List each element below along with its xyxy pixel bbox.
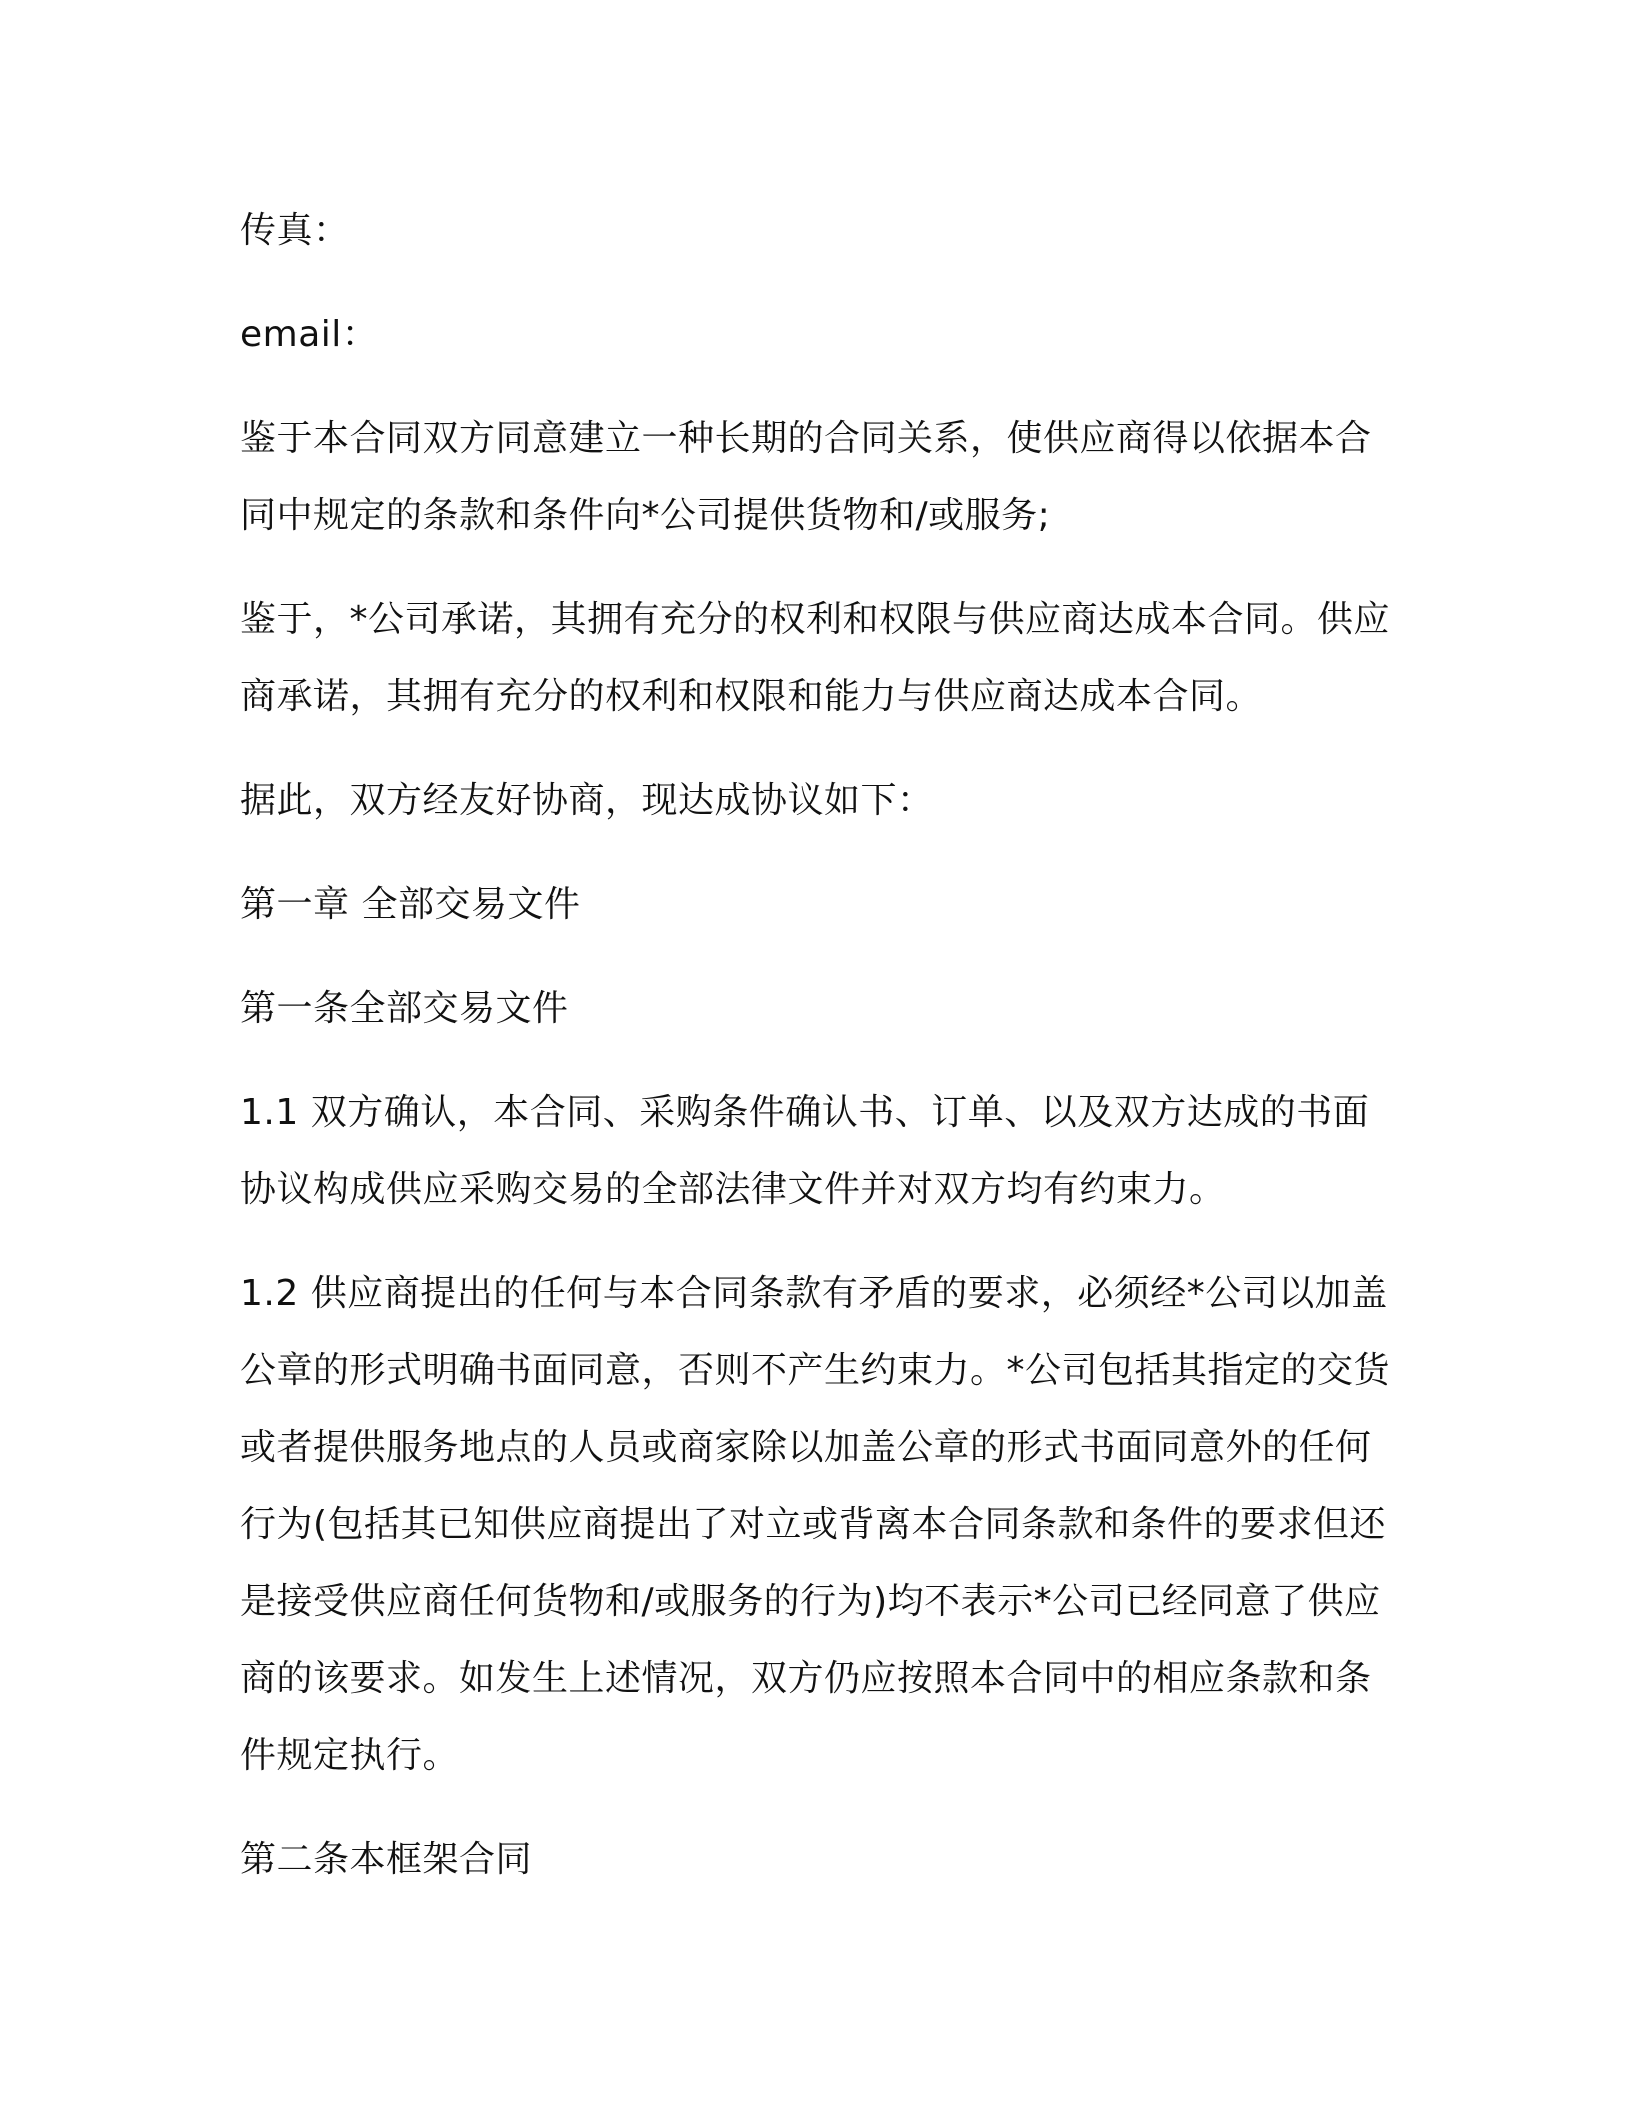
article-1-heading: 第一条全部交易文件: [240, 988, 569, 1029]
chapter-1-heading: 第一章 全部交易文件: [240, 884, 581, 925]
fax-label: 传真：: [240, 210, 350, 251]
clause-1-2: 1.2 供应商提出的任何与本合同条款有矛盾的要求，必须经*公司以加盖公章的形式明确书面同意，否则不产生约束力。*公司包括其指定的交货或者提供服务地点的人员或商家除以加盖公章的形式书面同意外的任何行为(包括其已知供应商提出了对立或背离本合同条款和条件的要求但还是接受供应商任何货物和/或服务的行为)均不表示*公司已经同意了供应商的该要求。如发生上述情况，双方仍应按照本合同中的相应条款和条件规定执行。: [240, 1273, 1391, 1776]
email-label: email：: [240, 314, 379, 355]
agreement-intro: 据此，双方经友好协商，现达成协议如下：: [240, 780, 934, 821]
clause-1-1: 1.1 双方确认，本合同、采购条件确认书、订单、以及双方达成的书面协议构成供应采购交易的全部法律文件并对双方均有约束力。: [240, 1092, 1370, 1210]
recital-paragraph-1: 鉴于本合同双方同意建立一种长期的合同关系，使供应商得以依据本合同中规定的条款和条件向*公司提供货物和/或服务;: [240, 418, 1372, 536]
article-2-heading: 第二条本框架合同: [240, 1839, 533, 1880]
document-body: [240, 192, 1390, 1925]
recital-paragraph-2: 鉴于，*公司承诺，其拥有充分的权利和权限与供应商达成本合同。供应商承诺，其拥有充分的权利和权限和能力与供应商达成本合同。: [240, 599, 1391, 717]
